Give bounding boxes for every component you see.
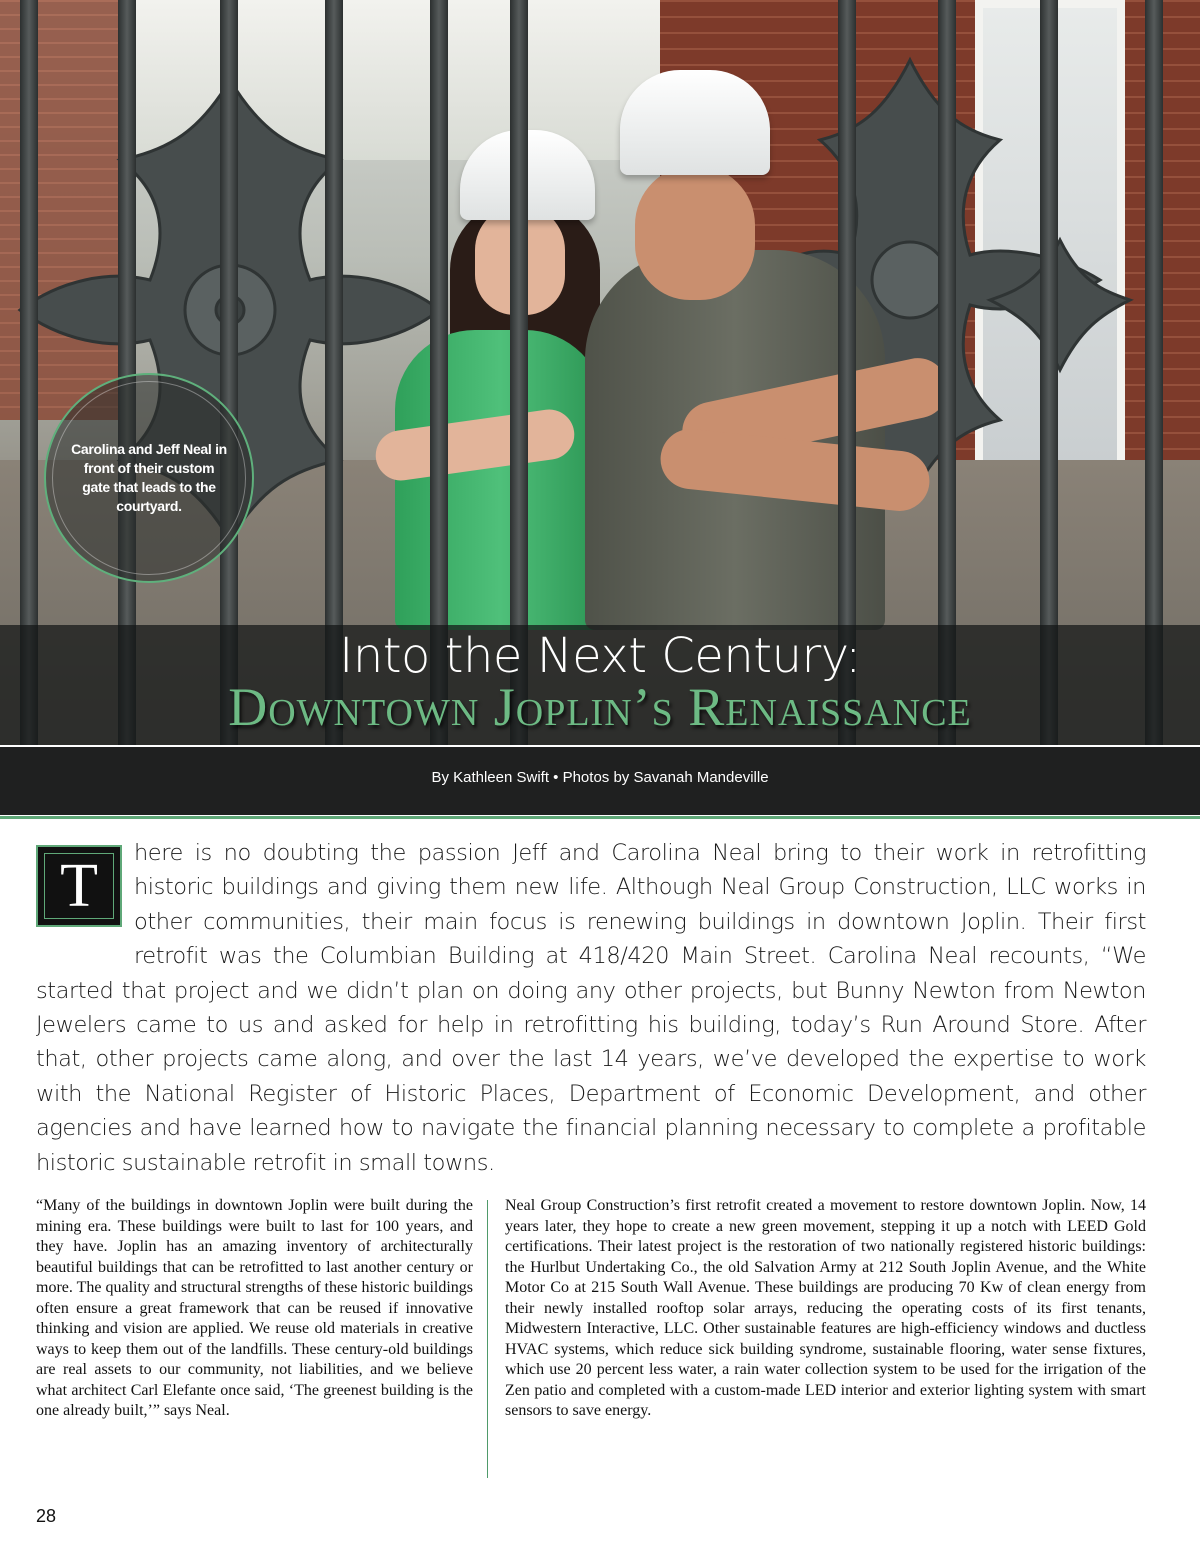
drop-cap-spacer xyxy=(36,836,134,940)
man-face xyxy=(635,165,755,300)
title-line-2: Downtown Joplin’s Renaissance xyxy=(228,677,972,737)
divider-rule xyxy=(0,816,1200,819)
drop-cap-letter: T xyxy=(60,851,98,920)
byline: By Kathleen Swift • Photos by Savanah Mandeville xyxy=(431,769,769,786)
page-number: 28 xyxy=(36,1506,57,1526)
intro-paragraph xyxy=(36,836,1146,1180)
title-line-1: Into the Next Century: xyxy=(339,628,861,684)
hard-hat-icon xyxy=(620,70,770,175)
column-divider xyxy=(487,1200,488,1478)
photo-caption-circle xyxy=(44,373,254,583)
woman-green-dress xyxy=(395,330,605,630)
body-column-left: “Many of the buildings in downtown Joplin were built during the mining era. These buildings were built to last for 100 years, and they have. Joplin has an amazing inventory of architecturally beautiful buildings that can be retrofitted to last another century or more. The quality and structural strengths of these historic buildings often ensure a great framework that can be reused if innovative thinking and vision are applied. We reuse old materials in creative ways to keep them out of the landfills. These century-old buildings are real assets to our community, not liabilities, and we believe what architect Carl Elefante once said, ‘The greenest building is the one already built,’” says Neal. xyxy=(36,1197,473,1419)
photo-caption: Carolina and Jeff Neal in front of their custom gate that leads to the courtyard. xyxy=(71,441,227,514)
intro-text: here is no doubting the passion Jeff and Carolina Neal bring to their work in retrofitting historic buildings and giving them new life. Although Neal Group Construction, LLC works in other communities, their main focus is renewing buildings in downtown Joplin. Their first retrofit was the Columbian Building at 418/420 Main Street. Carolina Neal recounts, “We started that project and we didn’t plan on doing any other projects, but Bunny Newton from Newton Jewelers came to us and asked for help in retrofitting his building, today’s Run Around Store. After that, other projects came along, and over the last 14 years, we’ve developed the expertise to work with the National Register of Historic Places, Department of Economic Development, and other agencies and have learned how to navigate the financial planning necessary to complete a profitable historic sustainable retrofit in small towns. xyxy=(36,840,1146,1176)
body-column-right: Neal Group Construction’s first retrofit created a movement to restore downtown Joplin. Now, 14 years later, they hope to create a new green movement, stepping it up a notch with LEED Gold certifications. Their latest project is the restoration of two nationally registered historic buildings: the Hurlbut Undertaking Co., the old Salvation Army at 212 South Joplin Avenue, and the White Motor Co at 215 South Wall Avenue. These buildings are producing 70 Kw of clean energy from their newly installed rooftop solar arrays, reducing the operating costs of its first tenants, Midwestern Interactive, LLC. Other sustainable features are high-efficiency windows and ductless HVAC systems, which reduce sick building syndrome, sustainable flooring, water sense fixtures, which use 20 percent less water, a rain water collection system to be used for the irrigation of the Zen patio and completed with a custom-made LED interior and exterior lighting system with smart sensors to save energy. xyxy=(505,1197,1146,1419)
